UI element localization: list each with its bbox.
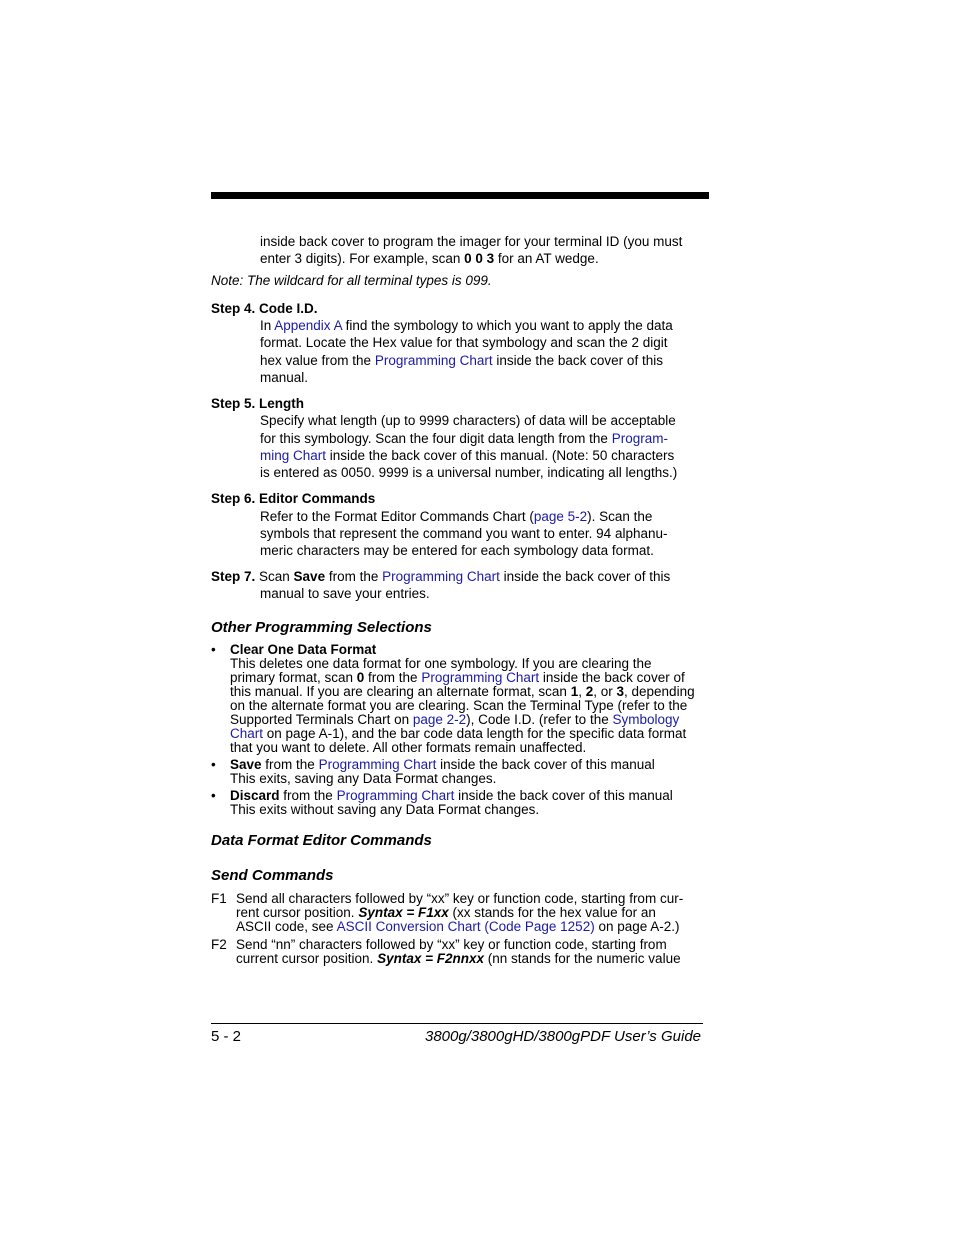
f1-line-1: Send all characters followed by “xx” key or function code, starting from cur- <box>236 891 684 906</box>
symbology-chart-link[interactable]: Symbology <box>612 712 680 727</box>
f1-label: F1 <box>211 891 227 906</box>
bullet-glyph: • <box>211 788 216 803</box>
step6-line-3: meric characters may be entered for each symbology data format. <box>260 543 654 558</box>
save-line-2: This exits, saving any Data Format changes. <box>230 771 497 786</box>
f1-line-3: ASCII code, see ASCII Conversion Chart (Code Page 1252) on page A-2.) <box>236 919 680 934</box>
programming-chart-link[interactable]: ming Chart <box>260 448 327 463</box>
continuation-line-2: enter 3 digits). For example, scan 0 0 3 for an AT wedge. <box>260 251 599 266</box>
discard-line-2: This exits without saving any Data Format changes. <box>230 802 540 817</box>
step4-line-3: hex value from the Programming Chart inside the back cover of this <box>260 353 663 368</box>
symbology-chart-link[interactable]: Chart <box>230 726 264 741</box>
step5-line-1: Specify what length (up to 9999 characters) of data will be acceptable <box>260 413 676 428</box>
programming-chart-link[interactable]: Program- <box>611 431 668 446</box>
step5-title: Step 5. Length <box>211 396 305 411</box>
step7-line-1: Step 7. Scan Save from the Programming Chart inside the back cover of this <box>211 569 671 584</box>
step4-line-4: manual. <box>260 370 309 385</box>
f2-line-2: current cursor position. Syntax = F2nnxx (nn stands for the numeric value <box>236 951 681 966</box>
clear-one-line-2: primary format, scan 0 from the Programming Chart inside the back cover of <box>230 670 685 685</box>
footer-rule <box>211 1023 703 1024</box>
f2-line-1: Send “nn” characters followed by “xx” key or function code, starting from <box>236 937 667 952</box>
bullet-glyph: • <box>211 642 216 657</box>
programming-chart-link[interactable]: Programming Chart <box>336 788 455 803</box>
f2-label: F2 <box>211 937 227 952</box>
f1-line-2: rent cursor position. Syntax = F1xx (xx stands for the hex value for an <box>236 905 656 920</box>
clear-one-line-7: that you want to delete. All other formats remain unaffected. <box>230 740 587 755</box>
programming-chart-link[interactable]: Programming Chart <box>421 670 540 685</box>
clear-one-line-5: Supported Terminals Chart on page 2-2), Code I.D. (refer to the Symbology <box>230 712 680 727</box>
clear-one-title: Clear One Data Format <box>230 642 377 657</box>
other-programming-heading: Other Programming Selections <box>211 619 432 636</box>
clear-one-line-3: this manual. If you are clearing an alternate format, scan 1, 2, or 3, depending <box>230 684 695 699</box>
step4-title: Step 4. Code I.D. <box>211 301 318 316</box>
step6-line-1: Refer to the Format Editor Commands Chart (page 5-2). Scan the <box>260 509 653 524</box>
step5-line-4: is entered as 0050. 9999 is a universal number, indicating all lengths.) <box>260 465 678 480</box>
page-2-2-link[interactable]: page 2-2 <box>412 712 467 727</box>
page-5-2-link[interactable]: page 5-2 <box>533 509 588 524</box>
bullet-glyph: • <box>211 757 216 772</box>
footer-title: 3800g/3800gHD/3800gPDF User’s Guide <box>424 1028 701 1045</box>
data-format-editor-heading: Data Format Editor Commands <box>211 832 432 849</box>
note: Note: The wildcard for all terminal types is 099. <box>211 273 492 288</box>
programming-chart-link[interactable]: Programming Chart <box>374 353 493 368</box>
step6-title: Step 6. Editor Commands <box>211 491 376 506</box>
step5-line-3: ming Chart inside the back cover of this manual. (Note: 50 characters <box>260 448 675 463</box>
header-rule <box>211 192 709 199</box>
step4-line-1: In Appendix A find the symbology to which you want to apply the data <box>260 318 673 333</box>
step5-line-2: for this symbology. Scan the four digit data length from the Program- <box>260 431 668 446</box>
clear-one-line-6: Chart on page A-1), and the bar code data length for the specific data format <box>230 726 687 741</box>
ascii-conversion-chart-link[interactable]: ASCII Conversion Chart (Code Page 1252) <box>336 919 595 934</box>
programming-chart-link[interactable]: Programming Chart <box>382 569 500 584</box>
step4-line-2: format. Locate the Hex value for that symbology and scan the 2 digit <box>260 335 668 350</box>
programming-chart-link[interactable]: Programming Chart <box>318 757 437 772</box>
clear-one-line-4: on the alternate format you are clearing. Scan the Terminal Type (refer to the <box>230 698 688 713</box>
continuation-line-1: inside back cover to program the imager for your terminal ID (you must <box>260 234 683 249</box>
clear-one-line-1: This deletes one data format for one symbology. If you are clearing the <box>230 656 652 671</box>
page-number: 5 - 2 <box>211 1028 242 1045</box>
appendix-a-link[interactable]: Appendix A <box>274 318 342 333</box>
save-line-1: Save from the Programming Chart inside the back cover of this manual <box>230 757 655 772</box>
discard-line-1: Discard from the Programming Chart inside the back cover of this manual <box>230 788 673 803</box>
send-commands-heading: Send Commands <box>211 867 334 884</box>
step6-line-2: symbols that represent the command you want to enter. 94 alphanu- <box>260 526 668 541</box>
step7-line-2: manual to save your entries. <box>260 586 430 601</box>
